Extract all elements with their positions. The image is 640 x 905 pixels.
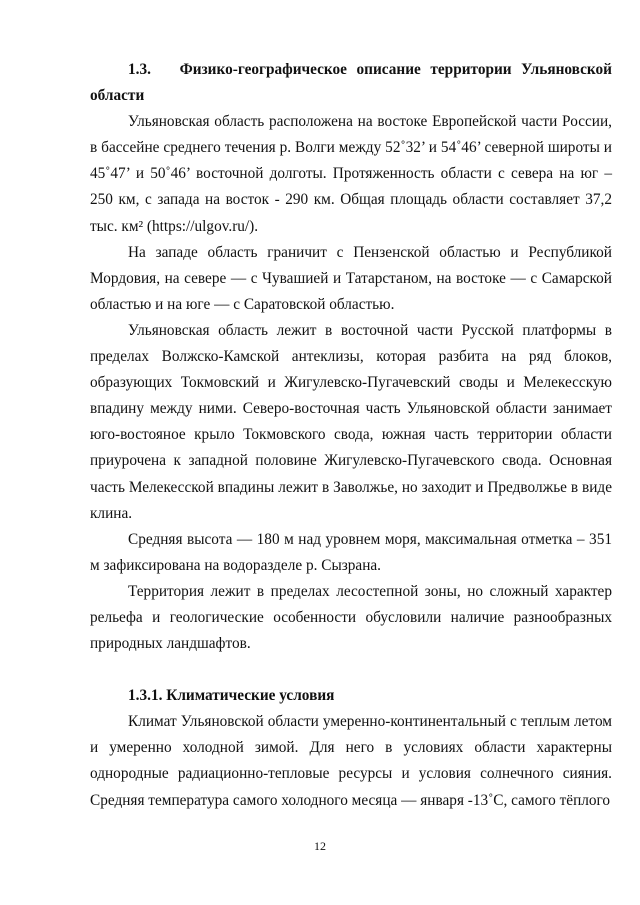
- subsection-title: 1.3.1. Климатические условия: [128, 687, 335, 705]
- page-number: 12: [314, 839, 326, 853]
- paragraph-location: Ульяновская область расположена на востоке Европейской части России, в бассейне среднего течения р. Волги между 52˚32’ и 54˚46’ северной широты и 45˚47’ и 50˚46’ восточной долготы. Протяженность области с севера на юг – 250 км, с запада на восток - 290 км. Общая площадь области составляет 37,2 тыс. км² (https://ulgov.ru/).: [90, 113, 612, 235]
- paragraph-borders: На западе область граничит с Пензенской областью и Республикой Мордовия, на севере — с Чувашией и Татарстаном, на востоке — с Самарской областью и на юге — с Саратовской областью.: [90, 243, 612, 313]
- section-title: 1.3. Физико-географическое описание территории Ульяновской области: [90, 61, 612, 105]
- paragraph-climate: Климат Ульяновской области умеренно-континентальный с теплым летом и умеренно холодной зимой. Для него в условиях области характерны однородные радиационно-тепловые ресурсы и условия солнечного сияния. Средняя температура самого холодного месяца — января -13˚С, самого тёплого: [90, 713, 612, 809]
- paragraph-geology: Ульяновская область лежит в восточной части Русской платформы в пределах Волжско-Камской антеклизы, которая разбита на ряд блоков, образующих Токмовский и Жигулевско-Пугачевский своды и Мелекесскую впадину между ними. Северо-восточная часть Ульяновской области занимает юго-востояное крыло Токмовского свода, южная часть территории области приурочена к западной половине Жигулевско-Пугачевского свода. Основная часть Мелекесской впадины лежит в Заволжье, но заходит и Предволжье в виде клина.: [90, 321, 612, 522]
- document-page: [90, 57, 612, 814]
- paragraph-landscape: Территория лежит в пределах лесостепной зоны, но сложный характер рельефа и геологические особенности обусловили наличие разнообразных природных ландшафтов.: [90, 582, 612, 653]
- paragraph-elevation: Средняя высота — 180 м над уровнем моря, максимальная отметка – 351 м зафиксирована на водоразделе р. Сызрана.: [90, 530, 612, 574]
